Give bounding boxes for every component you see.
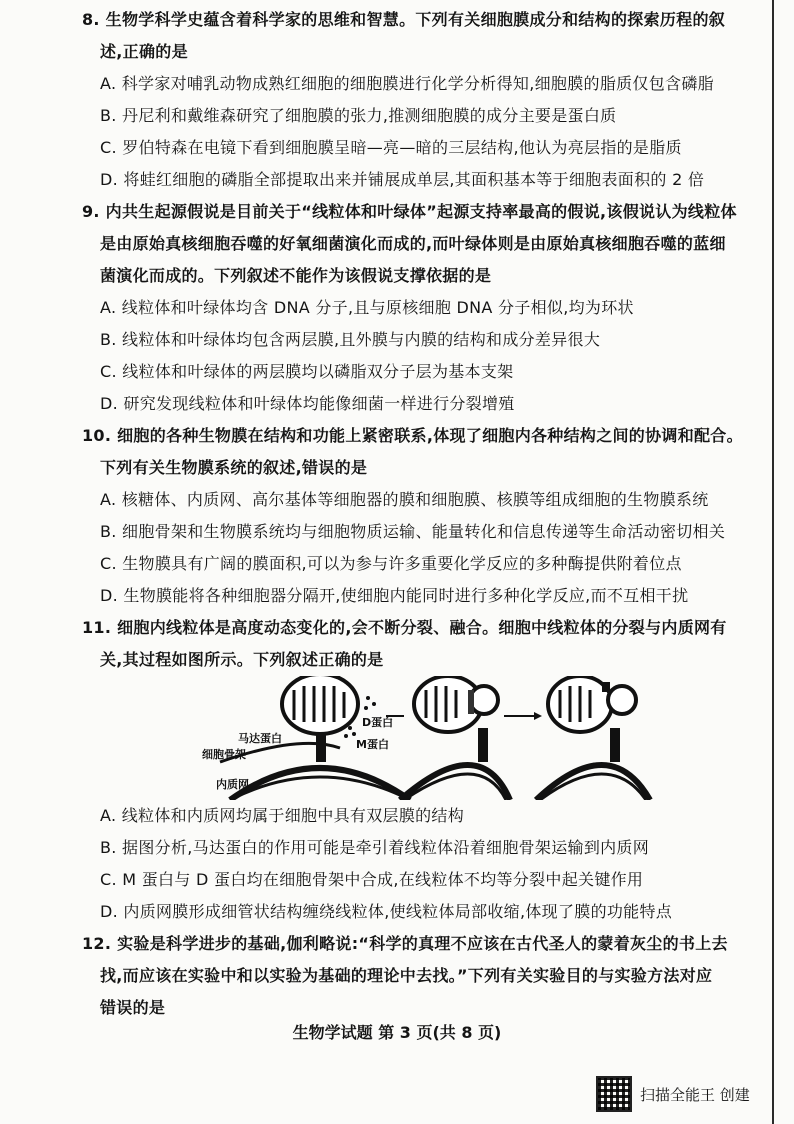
qr-code-icon	[596, 1076, 632, 1112]
q9-stem-line-1: 9. 内共生起源假说是目前关于“线粒体和叶绿体”起源支持率最高的假说,该假说认为线粒体	[82, 202, 737, 221]
q10-stem-line-2: 下列有关生物膜系统的叙述,错误的是	[100, 458, 368, 477]
q12-stem-line-1: 12. 实验是科学进步的基础,伽利略说:“科学的真理不应该在古代圣人的蒙着灰尘的书上去	[82, 934, 728, 953]
q8-option-c: C. 罗伯特森在电镜下看到细胞膜呈暗—亮—暗的三层结构,他认为亮层指的是脂质	[100, 138, 682, 157]
q8-option-a: A. 科学家对哺乳动物成熟红细胞的细胞膜进行化学分析得知,细胞膜的脂质仅包含磷脂	[100, 74, 714, 93]
q10-stem-line-1: 10. 细胞的各种生物膜在结构和功能上紧密联系,体现了细胞内各种结构之间的协调和配合。	[82, 426, 743, 445]
mitochondria-division-figure	[190, 676, 690, 800]
q10-option-a: A. 核糖体、内质网、高尔基体等细胞器的膜和细胞膜、核膜等组成细胞的生物膜系统	[100, 490, 709, 509]
q12-stem-line-3: 错误的是	[100, 998, 166, 1017]
q9-option-c: C. 线粒体和叶绿体的两层膜均以磷脂双分子层为基本支架	[100, 362, 514, 381]
q11-stem-line-2: 关,其过程如图所示。下列叙述正确的是	[100, 650, 384, 669]
figure-panel-3	[536, 676, 650, 800]
q8-option-b: B. 丹尼利和戴维森研究了细胞膜的张力,推测细胞膜的成分主要是蛋白质	[100, 106, 617, 125]
q11-stem-line-1: 11. 细胞内线粒体是高度动态变化的,会不断分裂、融合。细胞中线粒体的分裂与内质网有	[82, 618, 727, 637]
scanner-watermark	[596, 1076, 750, 1112]
q8-option-d: D. 将蛙红细胞的磷脂全部提取出来并铺展成单层,其面积基本等于细胞表面积的 2 倍	[100, 170, 705, 189]
q9-option-d: D. 研究发现线粒体和叶绿体均能像细菌一样进行分裂增殖	[100, 394, 515, 413]
figure-panel-2	[400, 676, 510, 800]
q12-stem-line-2: 找,而应该在实验中和以实验为基础的理论中去找。”下列有关实验目的与实验方法对应	[100, 966, 713, 985]
watermark-text: 扫描全能王 创建	[640, 1085, 750, 1104]
q10-option-c: C. 生物膜具有广阔的膜面积,可以为参与许多重要化学反应的多种酶提供附着位点	[100, 554, 682, 573]
page-edge	[772, 0, 774, 1124]
q10-option-d: D. 生物膜能将各种细胞器分隔开,使细胞内能同时进行多种化学反应,而不互相干扰	[100, 586, 689, 605]
m-protein-label: M蛋白	[356, 738, 389, 751]
q11-option-d: D. 内质网膜形成细管状结构缠绕线粒体,使线粒体局部收缩,体现了膜的功能特点	[100, 902, 673, 921]
q9-stem-line-3: 菌演化而成的。下列叙述不能作为该假说支撑依据的是	[100, 266, 492, 285]
q11-option-a: A. 线粒体和内质网均属于细胞中具有双层膜的结构	[100, 806, 465, 825]
cytoskeleton-label: 细胞骨架	[202, 748, 246, 761]
er-label: 内质网	[216, 778, 249, 791]
q10-option-b: B. 细胞骨架和生物膜系统均与细胞物质运输、能量转化和信息传递等生命活动密切相关	[100, 522, 726, 541]
q11-option-b: B. 据图分析,马达蛋白的作用可能是牵引着线粒体沿着细胞骨架运输到内质网	[100, 838, 650, 857]
q9-option-a: A. 线粒体和叶绿体均含 DNA 分子,且与原核细胞 DNA 分子相似,均为环状	[100, 298, 634, 317]
q8-stem-line-1: 8. 生物学科学史蕴含着科学家的思维和智慧。下列有关细胞膜成分和结构的探索历程的叙	[82, 10, 726, 29]
q9-option-b: B. 线粒体和叶绿体均包含两层膜,且外膜与内膜的结构和成分差异很大	[100, 330, 601, 349]
q8-stem-line-2: 述,正确的是	[100, 42, 188, 61]
figure-panel-1	[202, 676, 410, 800]
q11-option-c: C. M 蛋白与 D 蛋白均在细胞骨架中合成,在线粒体不均等分裂中起关键作用	[100, 870, 644, 889]
d-protein-label: D蛋白	[362, 716, 394, 729]
page-footer: 生物学试题 第 3 页(共 8 页)	[292, 1023, 502, 1042]
motor-protein-label: 马达蛋白	[238, 732, 282, 745]
q9-stem-line-2: 是由原始真核细胞吞噬的好氧细菌演化而成的,而叶绿体则是由原始真核细胞吞噬的蓝细	[100, 234, 726, 253]
